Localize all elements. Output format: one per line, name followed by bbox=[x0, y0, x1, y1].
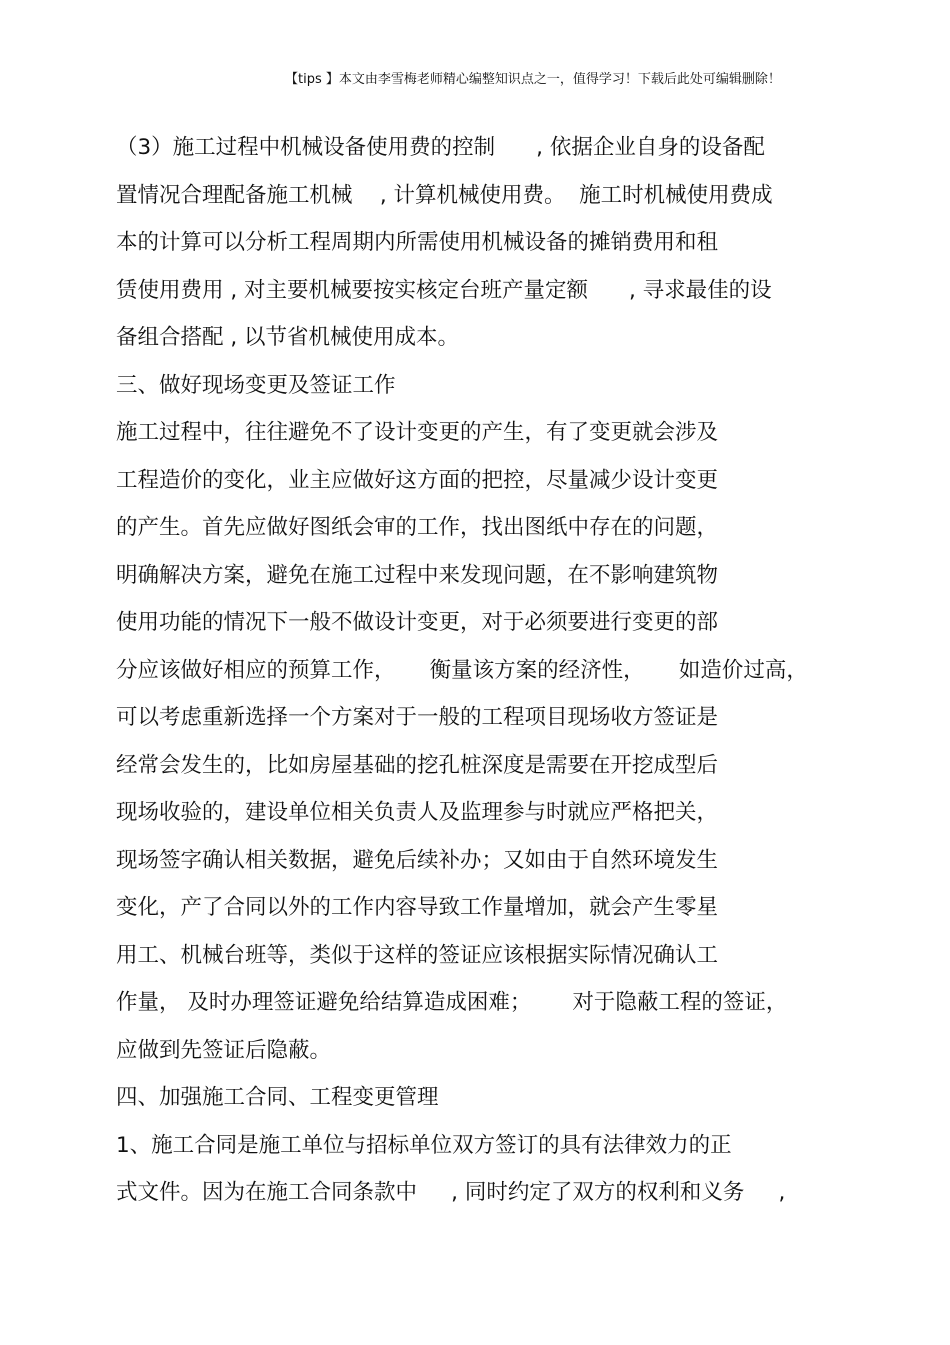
text-line: 用工、机械台班等，类似于这样的签证应该根据实际情况确认工 bbox=[116, 942, 719, 968]
text-line: 式文件。因为在施工合同条款中 , 同时约定了双方的权利和义务 , bbox=[116, 1180, 786, 1205]
header-tips-note: 【tips 】本文由李雪梅老师精心编整知识点之一，值得学习！下载后此处可编辑删除！ bbox=[285, 72, 781, 87]
text-line: 1、施工合同是施工单位与招标单位双方签订的具有法律效力的正 bbox=[116, 1132, 732, 1158]
text-line: 作量， 及时办理签证避免给结算造成困难； 对于隐蔽工程的签证， bbox=[116, 990, 788, 1015]
text-line: 可以考虑重新选择一个方案对于一般的工程项目现场收方签证是 bbox=[116, 705, 719, 730]
text-line: 应做到先签证后隐蔽。 bbox=[116, 1037, 332, 1063]
text-line: 现场收验的，建设单位相关负责人及监理参与时就应严格把关， bbox=[116, 800, 719, 825]
text-line: 分应该做好相应的预算工作， 衡量该方案的经济性， 如造价过高， bbox=[116, 657, 808, 683]
text-line: 赁使用费用 , 对主要机械要按实核定台班产量定额 , 寻求最佳的设 bbox=[116, 277, 772, 303]
text-line: （3）施工过程中机械设备使用费的控制 , 依据企业自身的设备配 bbox=[116, 135, 765, 160]
body-text bbox=[116, 124, 836, 1217]
section-heading: 三、做好现场变更及签证工作 bbox=[116, 372, 396, 398]
text-line: 本的计算可以分析工程周期内所需使用机械设备的摊销费用和租 bbox=[116, 230, 719, 255]
text-line: 经常会发生的，比如房屋基础的挖孔桩深度是需要在开挖成型后 bbox=[116, 752, 719, 778]
text-line: 置情况合理配备施工机械 , 计算机械使用费。 施工时机械使用费成 bbox=[116, 182, 773, 208]
text-line: 的产生。首先应做好图纸会审的工作，找出图纸中存在的问题， bbox=[116, 515, 719, 540]
section-heading: 四、加强施工合同、工程变更管理 bbox=[116, 1085, 439, 1110]
text-line: 变化，产了合同以外的工作内容导致工作量增加，就会产生零星 bbox=[116, 895, 719, 920]
text-line: 工程造价的变化，业主应做好这方面的把控，尽量减少设计变更 bbox=[116, 467, 719, 493]
text-line: 明确解决方案，避免在施工过程中来发现问题，在不影响建筑物 bbox=[116, 562, 719, 588]
text-line: 使用功能的情况下一般不做设计变更，对于必须要进行变更的部 bbox=[116, 610, 719, 635]
text-line: 现场签字确认相关数据，避免后续补办；又如由于自然环境发生 bbox=[116, 847, 719, 873]
text-line: 施工过程中，往往避免不了设计变更的产生，有了变更就会涉及 bbox=[116, 420, 719, 445]
text-line: 备组合搭配 , 以节省机械使用成本。 bbox=[116, 325, 460, 350]
